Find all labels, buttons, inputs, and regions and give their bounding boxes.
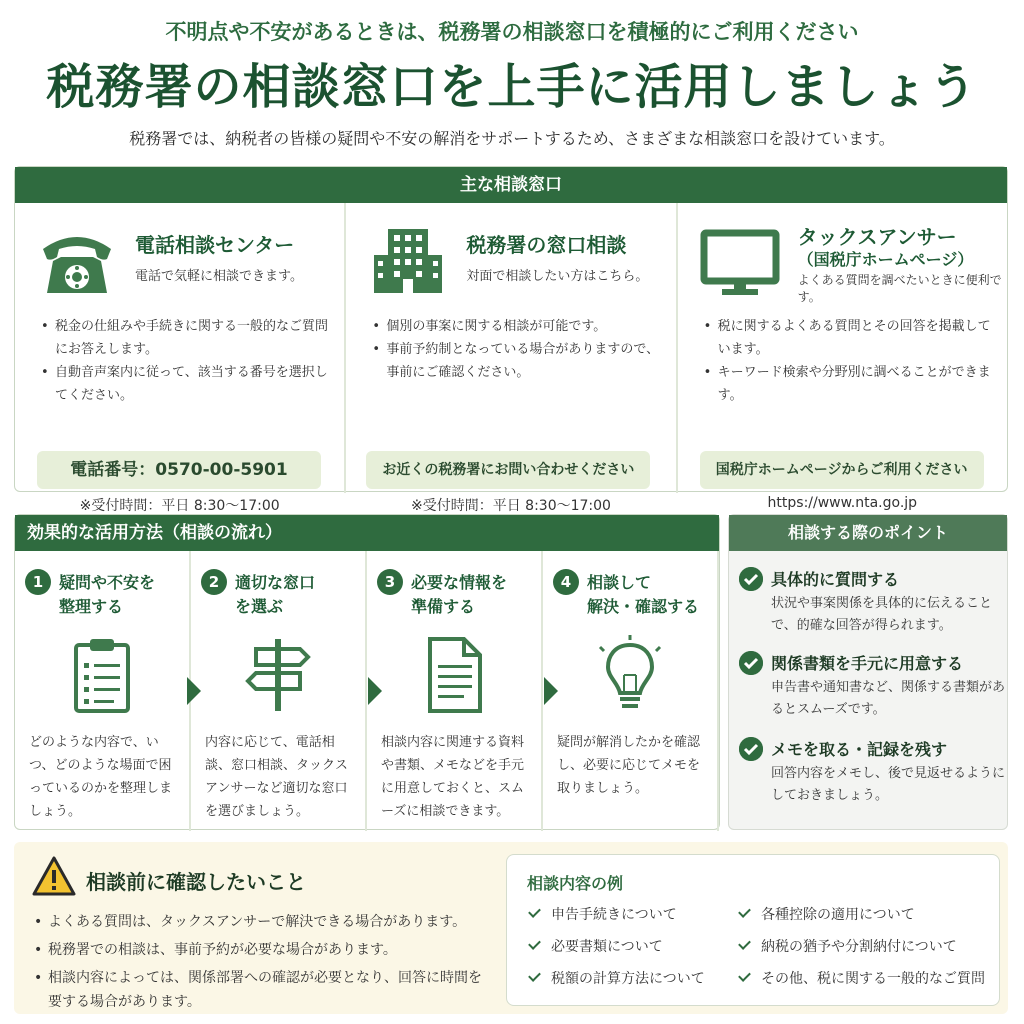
points-section (728, 514, 1008, 830)
hours-note: ※受付時間：平日 8:30〜17:00 (79, 498, 280, 514)
lightbulb-icon (594, 635, 666, 715)
check-icon (528, 937, 541, 950)
check-circle-icon (739, 651, 763, 675)
example-item: 申告手続きについて (527, 905, 737, 925)
step-number: 4 (553, 569, 579, 595)
examples-title: 相談内容の例 (527, 874, 624, 893)
step-title: 適切な窓口 を選ぶ (235, 573, 316, 616)
before-bullets (34, 910, 494, 1018)
page-title: 税務署の相談窓口を上手に活用しましょう (46, 59, 978, 115)
step-number: 2 (201, 569, 227, 595)
window-desc: 電話で気軽に相談できます。 (135, 269, 303, 284)
before-title: 相談前に確認したいこと (86, 870, 306, 894)
flow-section (14, 514, 720, 830)
main-windows-heading: 主な相談窓口 (15, 167, 1007, 203)
point-text: 状況や事案関係を具体的に伝えることで、的確な回答が得られます。 (771, 596, 993, 633)
points-heading: 相談する際のポイント (729, 515, 1007, 551)
flow-step-3 (367, 551, 543, 831)
window-title: タックスアンサー (797, 225, 957, 249)
point-title: 具体的に質問する (771, 570, 900, 589)
document-icon (418, 635, 490, 715)
check-icon (528, 905, 541, 918)
example-item: 各種控除の適用について (737, 905, 987, 925)
step-title: 相談して 解決・確認する (587, 573, 700, 616)
page-subtitle: 不明点や不安があるときは、税務署の相談窓口を積極的にご利用ください (165, 20, 859, 44)
window-phone-center (15, 203, 346, 514)
flow-step-2 (191, 551, 367, 831)
monitor-icon (700, 221, 780, 301)
window-bullets (704, 315, 994, 407)
contact-office-pill: お近くの税務署にお問い合わせください (366, 451, 650, 489)
list-item: • 自動音声案内に従って、該当する番号を選択してください。 (41, 361, 331, 407)
window-title: 税務署の窓口相談 (466, 233, 627, 257)
hours-note: ※受付時間：平日 8:30〜17:00 (411, 498, 611, 514)
examples-box (506, 854, 1000, 1006)
intro-text: 税務署では、納税者の皆様の疑問や不安の解消をサポートするため、さまざまな相談窓口を設けています。 (129, 129, 895, 148)
window-title-sub: （国税庁ホームページ） (797, 250, 974, 269)
list-item: • 相談内容によっては、関係部署への確認が必要となり、回答に時間を要する場合があります。 (34, 966, 494, 1014)
step-number: 3 (377, 569, 403, 595)
point-title: メモを取る・記録を残す (771, 740, 948, 759)
window-bullets (372, 315, 662, 384)
main-windows-section (14, 166, 1008, 514)
step-text: 疑問が解消したかを確認し、必要に応じてメモを取りましょう。 (557, 735, 701, 796)
list-item: • 税に関するよくある質問とその回答を掲載しています。 (704, 315, 994, 361)
list-item: • 税務署での相談は、事前予約が必要な場合があります。 (34, 938, 494, 962)
signpost-icon (242, 635, 314, 715)
window-tax-answer (678, 203, 1007, 511)
window-desc: 対面で相談したい方はこちら。 (466, 269, 649, 284)
telephone-icon (37, 221, 117, 301)
nta-url-link[interactable]: https://www.nta.go.jp (767, 495, 918, 511)
window-bullets (41, 315, 331, 407)
example-item: 必要書類について (527, 937, 737, 957)
check-icon (738, 905, 751, 918)
step-title: 疑問や不安を 整理する (59, 573, 156, 616)
arrow-right-icon (368, 677, 382, 705)
step-text: 相談内容に関連する資料や書類、メモなどを手元に用意しておくと、スムーズに相談できます。 (381, 735, 525, 819)
phone-number-pill: 電話番号：0570-00-5901 (37, 451, 321, 489)
list-item: • 税金の仕組みや手続きに関する一般的なご質問にお答えします。 (41, 315, 331, 361)
window-desc: よくある質問を調べたいときに便利です。 (797, 273, 1002, 304)
step-number: 1 (25, 569, 51, 595)
flow-heading: 効果的な活用方法（相談の流れ） (15, 515, 719, 551)
point-title: 関係書類を手元に用意する (771, 654, 964, 673)
example-item: その他、税に関する一般的なご質問 (737, 969, 987, 989)
point-text: 回答内容をメモし、後で見返せるようにしておきましょう。 (771, 766, 1006, 803)
flow-step-1 (15, 551, 191, 831)
office-building-icon (368, 221, 448, 301)
check-circle-icon (739, 737, 763, 761)
nta-homepage-pill: 国税庁ホームページからご利用ください (700, 451, 984, 489)
step-title: 必要な情報を 準備する (411, 573, 508, 616)
list-item: • 個別の事案に関する相談が可能です。 (372, 315, 662, 338)
clipboard-icon (66, 635, 138, 715)
example-item: 納税の猶予や分割納付について (737, 937, 987, 957)
window-tax-office (346, 203, 677, 514)
step-text: どのような内容で、いつ、どのような場面で困っているのかを整理しましょう。 (29, 735, 173, 819)
arrow-right-icon (187, 677, 201, 705)
check-circle-icon (739, 567, 763, 591)
point-text: 申告書や通知書など、関係する書類があるとスムーズです。 (771, 680, 1006, 717)
check-icon (528, 969, 541, 982)
list-item: • キーワード検索や分野別に調べることができます。 (704, 361, 994, 407)
window-title: 電話相談センター (135, 233, 295, 257)
arrow-right-icon (544, 677, 558, 705)
warning-icon (32, 856, 76, 896)
check-icon (738, 969, 751, 982)
list-item: • 事前予約制となっている場合がありますので、事前にご確認ください。 (372, 338, 662, 384)
step-text: 内容に応じて、電話相談、窓口相談、タックスアンサーなど適切な窓口を選びましょう。 (205, 735, 348, 819)
flow-step-4 (543, 551, 719, 831)
check-icon (738, 937, 751, 950)
before-consult-section (14, 842, 1008, 1014)
list-item: • よくある質問は、タックスアンサーで解決できる場合があります。 (34, 910, 494, 934)
example-item: 税額の計算方法について (527, 969, 737, 989)
